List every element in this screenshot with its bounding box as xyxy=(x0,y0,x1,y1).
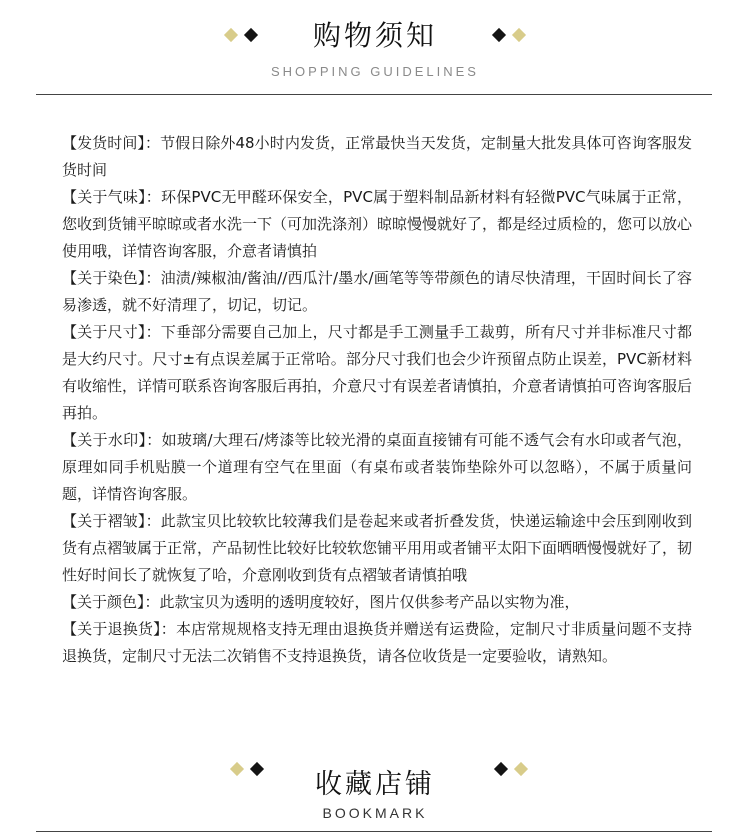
right-diamond-ornament xyxy=(492,764,532,778)
guideline-staining: 【关于染色】：油渍/辣椒油/酱油//西瓜汁/墨水/画笔等等带颜色的请尽快清理，干固时间长了容易渗透，就不好清理了，切记，切记。 xyxy=(62,269,692,314)
guideline-color: 【关于颜色】：此款宝贝为透明的透明度较好，图片仅供参考产品以实物为准， xyxy=(62,593,580,611)
footer-divider xyxy=(36,831,712,832)
header-divider xyxy=(36,94,712,95)
page-title: 购物须知 xyxy=(312,19,437,52)
right-diamond-ornament xyxy=(490,30,530,44)
guideline-odor: 【关于气味】：环保PVC无甲醛环保安全，PVC属于塑料制品新材料有轻微PVC气味属于正常，您收到货铺平晾晾或者水洗一下（可加洗涤剂）晾晾慢慢就好了，都是经过质检的，您可以放心使用哦，详情咨询客服，介意者请慎拍 xyxy=(62,188,693,260)
bookmark-subtitle: BOOKMARK xyxy=(322,805,428,821)
black-diamond-icon xyxy=(494,762,508,776)
shopping-guidelines-header xyxy=(0,14,750,79)
guideline-wrinkles: 【关于褶皱】：此款宝贝比较软比较薄我们是卷起来或者折叠发货，快递运输途中会压到刚收到货有点褶皱属于正常，产品韧性比较好比较软您铺平用用或者铺平太阳下面晒晒慢慢就好了，韧性好时间长了就恢复了哈，介意刚收到货有点褶皱者请慎拍哦 xyxy=(62,512,693,584)
guideline-returns: 【关于退换货】：本店常规规格支持无理由退换货并赠送有运费险，定制尺寸非质量问题不支持退换货，定制尺寸无法二次销售不支持退换货，请各位收货是一定要验收，请熟知。 xyxy=(62,620,692,665)
bookmark-header xyxy=(0,762,750,821)
bookmark-title: 收藏店铺 xyxy=(315,769,435,800)
black-diamond-icon xyxy=(492,28,506,42)
guideline-shipping-time: 【发货时间】：节假日除外48小时内发货，正常最快当天发货，定制量大批发具体可咨询客服发货时间 xyxy=(62,134,692,179)
guideline-size: 【关于尺寸】：下垂部分需要自己加上，尺寸都是手工测量手工裁剪，所有尺寸并非标准尺寸都是大约尺寸。尺寸±有点误差属于正常哈。部分尺寸我们也会少许预留点防止误差，PVC新材料有收缩性，详情可联系咨询客服后再拍，介意尺寸有误差者请慎拍，介意者请慎拍可咨询客服后再拍。 xyxy=(62,323,693,422)
guidelines-text xyxy=(62,130,692,670)
gold-diamond-icon xyxy=(514,762,528,776)
guideline-watermark: 【关于水印】：如玻璃/大理石/烤漆等比较光滑的桌面直接铺有可能不透气会有水印或者气泡，原理如同手机贴膜一个道理有空气在里面（有桌布或者装饰垫除外可以忽略），不属于质量问题，详情咨询客服。 xyxy=(62,431,692,503)
gold-diamond-icon xyxy=(512,28,526,42)
page-subtitle: SHOPPING GUIDELINES xyxy=(271,64,479,79)
